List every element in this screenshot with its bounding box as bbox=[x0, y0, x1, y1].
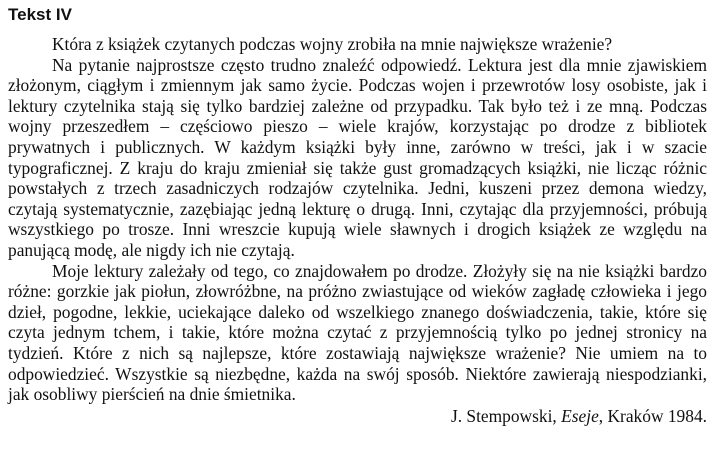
document-page bbox=[8, 4, 707, 427]
attribution-author: J. Stempowski, bbox=[450, 405, 557, 426]
source-attribution bbox=[8, 406, 707, 427]
body-paragraph-1: Na pytanie najprostsze często trudno znaleźć odpowiedź. Lektura jest dla mnie zjawiskiem złożonym, ciągłym i zmiennym jak samo życie. Podczas wojen i przewrotów losy osobiste, jak i lektury czytelnika stają się tylko bardziej zależne od przypadku. Tak było też i ze mną. Podczas wojny przeszedłem – częściowo pieszo – wiele krajów, korzystając po drodze z bibliotek prywatnych i publicznych. W każdym książki były inne, zarówno w treści, jak i w szacie typograficznej. Z kraju do kraju zmieniał się także gust gromadzących książki, nie licząc różnic powstałych z trzech zasadniczych rodzajów czytelnika. Jedni, kuszeni przez demona wiedzy, czytają systematycznie, zazębiając jedną lekturę o drugą. Inni, czytając dla przyjemności, próbują wszystkiego po trosze. Inni wreszcie kupują wiele sławnych i drogich książek ze względu na panującą modę, ale nigdy ich nie czytają. bbox=[8, 54, 707, 260]
attribution-work-title: Eseje bbox=[561, 405, 599, 426]
question-paragraph: Która z książek czytanych podczas wojny zrobiła na mnie największe wrażenie? bbox=[52, 34, 613, 54]
attribution-place-year: , Kraków 1984. bbox=[598, 405, 707, 426]
text-heading: Tekst IV bbox=[8, 5, 72, 24]
body-paragraph-2: Moje lektury zależały od tego, co znajdowałem po drodze. Złożyły się na nie książki bardzo różne: gorzkie jak piołun, złowróżbne, na próżno zwiastujące od wieków zagładę człowieka i jego dzieł, pogodne, lekkie, uciekające daleko od wszelkiego znanego doświadczenia, takie, które się czyta jednym tchem, i takie, które można czytać z przyjemnością tylko po jednej stronicy na tydzień. Które z nich są najlepsze, które zostawiają największe wrażenie? Nie umiem na to odpowiedzieć. Wszystkie są niezbędne, każda na swój sposób. Niektóre zawierają niespodzianki, jak osobliwy pierścień na dnie śmietnika. bbox=[8, 260, 707, 405]
